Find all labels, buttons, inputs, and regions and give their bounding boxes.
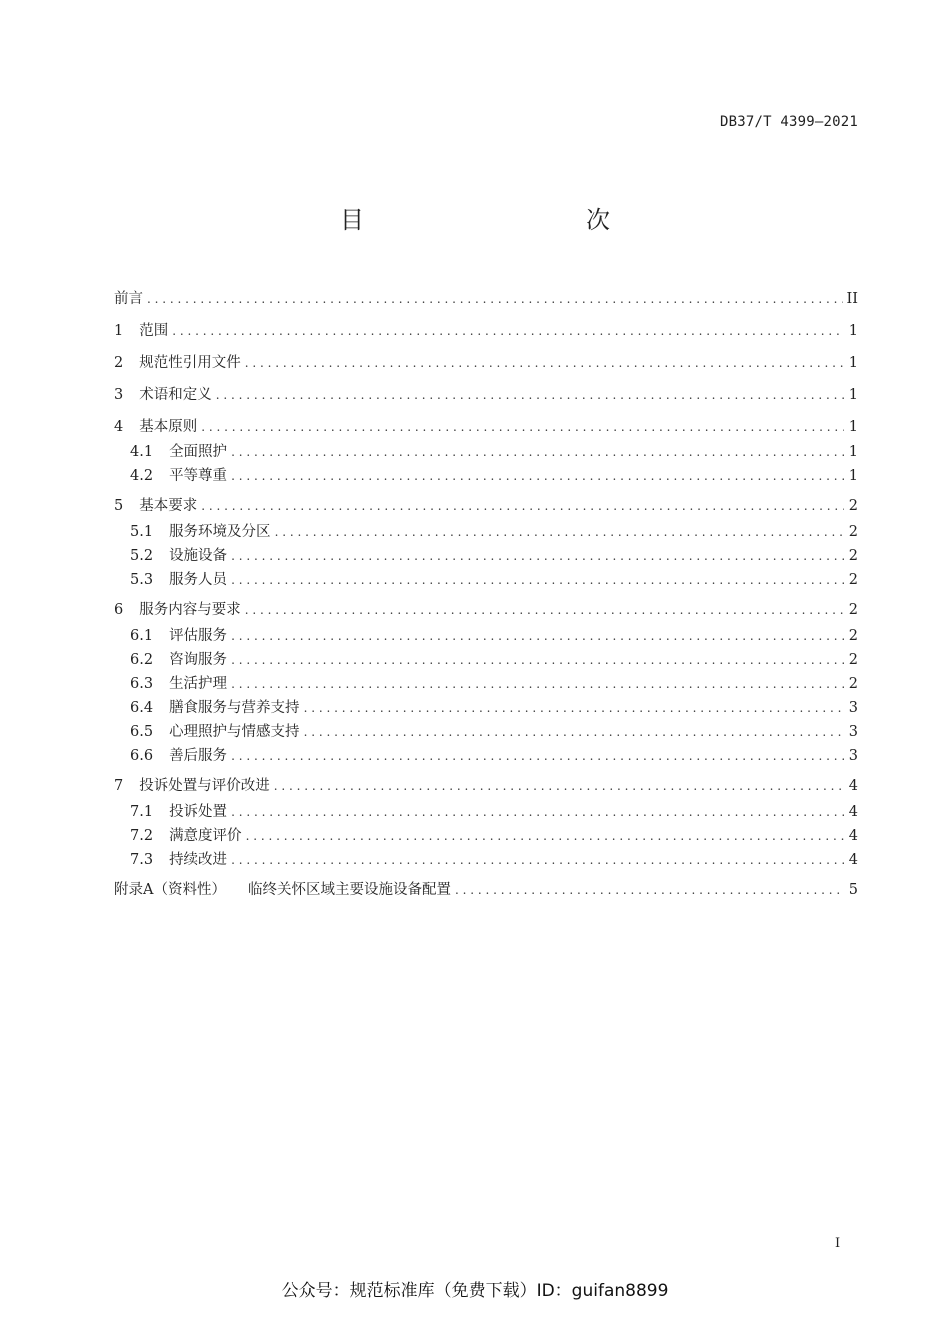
toc-entry-page: 1 — [848, 355, 858, 371]
toc-entry-label: 投诉处置与评价改进 — [139, 778, 270, 794]
toc-entry-number: 7.3 — [130, 852, 154, 868]
page-number: I — [835, 1236, 841, 1251]
toc-entry[interactable] — [130, 826, 858, 846]
toc-entry-label: 全面照护 — [169, 444, 228, 460]
toc-entry[interactable] — [130, 626, 858, 646]
toc-leader-dots — [304, 698, 844, 718]
standard-code: DB37/T 4399—2021 — [719, 114, 858, 130]
toc-entry-label: 临终关怀区域主要设施设备配置 — [247, 882, 451, 898]
toc-entry-label: 心理照护与情感支持 — [169, 724, 300, 740]
toc-leader-dots — [245, 353, 844, 373]
toc-entry-page: 3 — [848, 700, 858, 716]
toc-leader-dots — [245, 600, 844, 620]
toc-entry-page: 2 — [848, 548, 858, 564]
toc-entry-number: 6.3 — [130, 676, 154, 692]
toc-entry-number: 6 — [114, 602, 124, 618]
toc-entry-page: 2 — [848, 572, 858, 588]
toc-entry-label: 范围 — [139, 323, 169, 339]
toc-entry-number: 4.1 — [130, 444, 154, 460]
toc-entry-number: 6.1 — [130, 628, 154, 644]
toc-entry-label: 服务人员 — [169, 572, 228, 588]
toc-entry-page: 2 — [848, 676, 858, 692]
toc-entry-number: 附录A（资料性） — [114, 882, 226, 898]
toc-entry-page: 2 — [848, 628, 858, 644]
toc-entry-number: 5.3 — [130, 572, 154, 588]
toc-leader-dots — [231, 442, 844, 462]
toc-entry-page: 4 — [848, 804, 858, 820]
toc-entry-number: 6.2 — [130, 652, 154, 668]
toc-entry-page: 5 — [848, 882, 858, 898]
toc-entry[interactable] — [114, 353, 858, 373]
toc-entry-label: 生活护理 — [169, 676, 228, 692]
toc-entry[interactable] — [114, 417, 858, 437]
toc-entry-number: 5.2 — [130, 548, 154, 564]
toc-entry-label: 平等尊重 — [169, 468, 228, 484]
toc-entry-label: 术语和定义 — [139, 387, 212, 403]
toc-entry[interactable] — [114, 496, 858, 516]
toc-entry[interactable] — [130, 522, 858, 542]
toc-entry[interactable] — [130, 570, 858, 590]
toc-entry-label: 满意度评价 — [169, 828, 242, 844]
footer-watermark: 公众号：规范标准库（免费下载）ID：guifan8899 — [281, 1281, 669, 1301]
toc-entry-number: 7.1 — [130, 804, 154, 820]
toc-leader-dots — [216, 385, 844, 405]
toc-entry-label: 评估服务 — [169, 628, 228, 644]
toc-leader-dots — [231, 674, 844, 694]
toc-entry-page: 4 — [848, 852, 858, 868]
toc-entry-number: 3 — [114, 387, 124, 403]
toc-entry[interactable] — [114, 385, 858, 405]
toc-entry-page: 1 — [848, 419, 858, 435]
toc-leader-dots — [231, 466, 844, 486]
toc-entry-label: 基本要求 — [139, 498, 198, 514]
toc-leader-dots — [231, 850, 844, 870]
toc-entry-number: 4.2 — [130, 468, 154, 484]
toc-entry-label: 服务内容与要求 — [139, 602, 241, 618]
toc-leader-dots — [172, 321, 844, 341]
toc-entry-number: 5.1 — [130, 524, 154, 540]
toc-entry-page: 2 — [848, 498, 858, 514]
toc-title: 目 次 — [340, 206, 668, 234]
toc-entry[interactable] — [114, 321, 858, 341]
toc-entry-label: 前言 — [114, 291, 143, 307]
toc-entry-label: 膳食服务与营养支持 — [169, 700, 300, 716]
toc-entry-label: 服务环境及分区 — [169, 524, 271, 540]
toc-entry-label: 投诉处置 — [169, 804, 228, 820]
toc-leader-dots — [231, 626, 844, 646]
toc-leader-dots — [231, 546, 844, 566]
toc-entry-label: 持续改进 — [169, 852, 228, 868]
toc-leader-dots — [231, 650, 844, 670]
toc-entry-label: 设施设备 — [169, 548, 228, 564]
toc-entry[interactable] — [114, 880, 858, 900]
toc-entry[interactable] — [130, 466, 858, 486]
toc-entry[interactable] — [114, 289, 858, 309]
toc-entry[interactable] — [130, 650, 858, 670]
toc-entry-page: 1 — [848, 323, 858, 339]
toc-entry[interactable] — [130, 546, 858, 566]
toc-entry[interactable] — [114, 776, 858, 796]
toc-entry-number: 7.2 — [130, 828, 154, 844]
toc-entry-number: 6.5 — [130, 724, 154, 740]
toc-entry-number: 4 — [114, 419, 124, 435]
toc-entry[interactable] — [130, 442, 858, 462]
toc-leader-dots — [201, 417, 844, 437]
toc-entry-label: 基本原则 — [139, 419, 198, 435]
toc-entry-page: 1 — [848, 468, 858, 484]
toc-leader-dots — [201, 496, 844, 516]
toc-entry-number: 6.4 — [130, 700, 154, 716]
toc-leader-dots — [231, 570, 844, 590]
toc-entry[interactable] — [130, 674, 858, 694]
toc-leader-dots — [147, 289, 843, 309]
toc-leader-dots — [246, 826, 844, 846]
toc-entry-page: 3 — [848, 748, 858, 764]
toc-entry-page: II — [846, 291, 858, 307]
toc-entry-page: 2 — [848, 524, 858, 540]
toc-entry[interactable] — [114, 600, 858, 620]
toc-entry-number: 7 — [114, 778, 124, 794]
toc-leader-dots — [231, 802, 844, 822]
toc-leader-dots — [274, 776, 844, 796]
toc-entry[interactable] — [130, 746, 858, 766]
toc-entry-page: 4 — [848, 828, 858, 844]
toc-leader-dots — [455, 880, 844, 900]
toc-entry[interactable] — [130, 802, 858, 822]
toc-entry-number: 2 — [114, 355, 124, 371]
toc-entry[interactable] — [130, 698, 858, 718]
toc-entry-number: 1 — [114, 323, 124, 339]
toc-entry-label: 规范性引用文件 — [139, 355, 241, 371]
toc-entry[interactable] — [130, 850, 858, 870]
toc-entry-page: 3 — [848, 724, 858, 740]
toc-entry[interactable] — [130, 722, 858, 742]
toc-entry-page: 2 — [848, 652, 858, 668]
toc-entry-number: 6.6 — [130, 748, 154, 764]
toc-entry-label: 咨询服务 — [169, 652, 228, 668]
toc-leader-dots — [231, 746, 844, 766]
toc-entry-label: 善后服务 — [169, 748, 228, 764]
toc-leader-dots — [275, 522, 844, 542]
toc-leader-dots — [304, 722, 844, 742]
toc-entry-page: 2 — [848, 602, 858, 618]
toc-entry-page: 1 — [848, 444, 858, 460]
toc-entry-page: 1 — [848, 387, 858, 403]
toc-entry-page: 4 — [848, 778, 858, 794]
toc-entry-number: 5 — [114, 498, 124, 514]
